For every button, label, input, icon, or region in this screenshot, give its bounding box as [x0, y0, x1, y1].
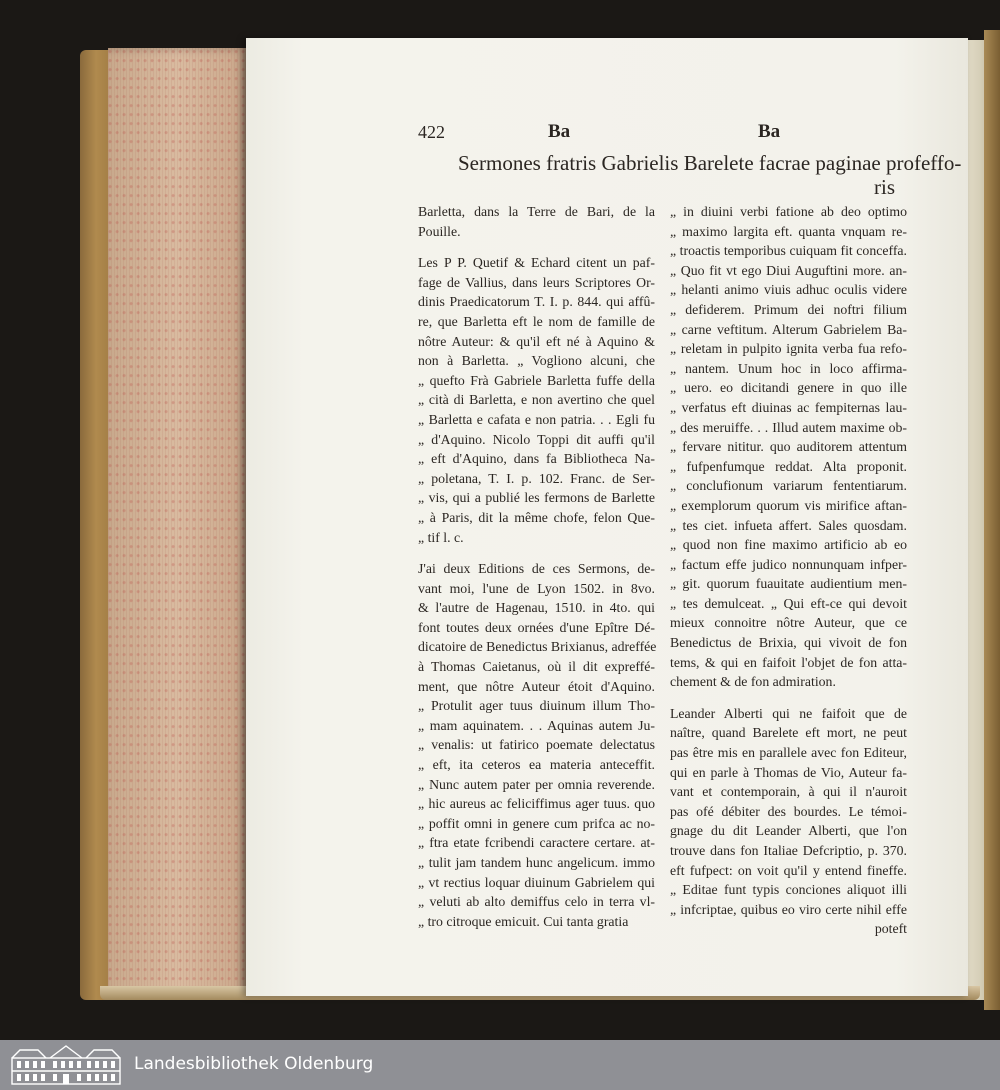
text-line: „ reletam in pulpito ignita verba fua refo- [670, 341, 907, 357]
text-line: „ vt rectius loquar diuinum Gabrielem qui [418, 874, 655, 890]
text-line: Leander Alberti qui ne faifoit que de [670, 705, 907, 721]
text-line: „ Barletta e cafata e non patria. . . Egli fu [418, 411, 655, 427]
text-line: „ carne veftitum. Alterum Gabrielem Ba- [670, 321, 907, 337]
text-line: „ ftra etate fcribendi caractere certare. at- [418, 835, 655, 851]
text-line: „ maximo largita eft. quanta vnquam re- [670, 223, 907, 239]
text-line: dinis Praedicatorum T. I. p. 844. qui affû- [418, 294, 655, 310]
text-line: „ Protulit ager tuus diuinum illum Tho- [418, 698, 655, 714]
book-page [246, 38, 968, 996]
text-line: J'ai deux Editions de ces Sermons, de- [418, 561, 655, 577]
text-line: ment, que nôtre Auteur étoit d'Aquino. [418, 678, 655, 694]
running-head-right: Ba [758, 121, 781, 142]
library-name: Landesbibliothek Oldenburg [134, 1054, 374, 1074]
text-line: „ eft, ita ceteros ea materia anteceffit. [418, 757, 655, 773]
text-line: Les P P. Quetif & Echard citent un paf- [418, 255, 655, 271]
text-line: „ veluti ab alto demiffus celo in terra vl- [418, 894, 655, 910]
text-line: chement & de fon admiration. [670, 674, 836, 690]
text-line: Pouille. [418, 223, 461, 239]
left-text-column [418, 202, 655, 931]
text-line: „ tes ciet. infueta affert. Sales quosdam. [670, 517, 907, 533]
text-line: Benedictus de Brixia, qui vivoit de fon [670, 635, 907, 651]
text-line: „ mam aquinatem. . . Aquinas autem Ju- [418, 717, 655, 733]
entry-title: Sermones fratris Gabrielis Barelete facrae paginae profeffo- [458, 151, 962, 175]
text-line: re, que Barletta eft le nom de famille de [418, 313, 655, 329]
text-line: pas être mis en parallele avec fon Editeur, [670, 745, 907, 761]
text-line: „ tro citroque emicuit. Cui tanta gratia [418, 913, 629, 929]
text-line: „ à Paris, dit la même chofe, felon Que- [418, 509, 655, 525]
text-line: „ Quo fit vt ego Diui Auguftini more. an- [670, 262, 907, 278]
text-line: poteft [874, 921, 907, 937]
text-line: vant moi, l'une de Lyon 1502. in 8vo. [418, 580, 655, 596]
entry-title-continuation: ris [874, 175, 895, 199]
text-line: „ d'Aquino. Nicolo Toppi dit auffi qu'il [418, 431, 655, 447]
text-line: „ tes demulceat. „ Qui eft-ce qui devoit [670, 595, 907, 611]
text-line: „ Nunc autem pater per omnia reverende. [418, 776, 655, 792]
library-building-icon [8, 1044, 124, 1086]
text-line: fage de Vallius, dans leurs Scriptores Or- [418, 274, 655, 290]
text-line: „ infcriptae, quibus eo viro certe nihil effe [670, 901, 907, 917]
text-line: „ Editae funt typis conciones aliquot illi [670, 882, 907, 898]
text-line: non à Barletta. „ Vogliono alcuni, che [418, 353, 655, 369]
text-line: naître, quand Barelete eft mort, ne peut [670, 725, 907, 741]
text-line: „ venalis: ut fatirico poemate delectatus [418, 737, 655, 753]
text-line: „ des meruiffe. . . Illud autem maxime ob- [670, 419, 907, 435]
text-line: „ poffit omni in genere cum prifca ac no- [418, 815, 655, 831]
text-line: „ defiderem. Primum dei noftri filium [670, 301, 907, 317]
text-line: trouve dans fon Italiae Defcriptio, p. 370. [670, 843, 907, 858]
text-line: „ factum effe judico nonnunquam infper- [670, 556, 907, 572]
page-number: 422 [418, 122, 445, 142]
text-line: „ tif l. c. [418, 529, 464, 545]
paragraph-break [418, 547, 655, 559]
paragraph-break [418, 241, 655, 253]
text-line: „ fervare nititur. quo auditorem attentum [670, 439, 907, 455]
text-line: „ in diuini verbi fatione ab deo optimo [670, 204, 907, 219]
text-line: „ quefto Frà Gabriele Barletta fuffe della [418, 372, 655, 388]
text-line: vant et contemporain, à qui il n'auroit [670, 784, 907, 800]
text-line: „ uero. eo dicitandi genere in quo ille [670, 380, 907, 396]
text-line: Barletta, dans la Terre de Bari, de la [418, 204, 655, 219]
text-line: „ eft d'Aquino, dans fa Bibliotheca Na- [418, 451, 655, 467]
text-line: „ nantem. Unum hoc in loco affirma- [670, 360, 907, 376]
text-line: „ vis, qui a publié les fermons de Barlette [418, 490, 655, 506]
text-line: „ conclufionum variarum fententiarum. [670, 478, 907, 494]
text-line: qui en parle à Thomas de Vio, Auteur fa- [670, 764, 907, 780]
text-line: „ git. quorum fuauitate audientium men- [670, 576, 907, 592]
text-line: „ poletana, T. I. p. 102. Franc. de Ser- [418, 470, 655, 486]
text-line: & l'autre de Hagenau, 1510. in 4to. qui [418, 600, 655, 616]
text-line: „ verfatus eft diuinas ac fempiternas lau- [670, 399, 907, 415]
text-line: „ quod non fine maximo artificio ab eo [670, 537, 907, 553]
text-line: pas ofé débiter des bourdes. Le témoi- [670, 803, 907, 819]
paragraph-break [670, 692, 907, 704]
text-line: „ hic aureus ac feliciffimus ager tuus. quo [418, 796, 655, 812]
text-line: à Thomas Caietanus, où il dit expreffé- [418, 659, 655, 675]
right-text-column [670, 202, 907, 939]
text-line: font toutes deux ornées d'une Epître Dé- [418, 619, 655, 635]
page-block-edge [108, 48, 248, 996]
book-cover-right [984, 30, 1000, 1010]
text-line: tems, & qui en faifoit l'objet de fon atta- [670, 654, 907, 670]
text-line: „ helanti animo viuis adhuc oculis videre [670, 282, 907, 298]
running-head-left: Ba [548, 121, 571, 142]
text-line: „ fufpenfumque reddat. Alta proponit. [670, 458, 907, 474]
footer-bar [0, 1040, 1000, 1090]
text-line: „ troactis temporibus cuiquam fit conceffa. [670, 243, 907, 259]
text-line: „ exemplorum quorum vis mirifice aftan- [670, 497, 907, 513]
text-line: eft fufpect: on voit qu'il y entend fineffe. [670, 862, 907, 878]
text-line: gnage du dit Leander Alberti, que l'on [670, 823, 907, 839]
text-line: dicatoire de Benedictus Brixianus, adreffée [418, 639, 657, 655]
text-line: nôtre Auteur: & qu'il eft né à Aquino & [418, 333, 655, 349]
text-line: „ cità di Barletta, e non avertino che quel [418, 392, 655, 408]
text-line: mieux connoitre nôtre Auteur, que ce [670, 615, 907, 631]
text-line: „ tulit jam tandem hunc angelicum. immo [418, 855, 655, 870]
